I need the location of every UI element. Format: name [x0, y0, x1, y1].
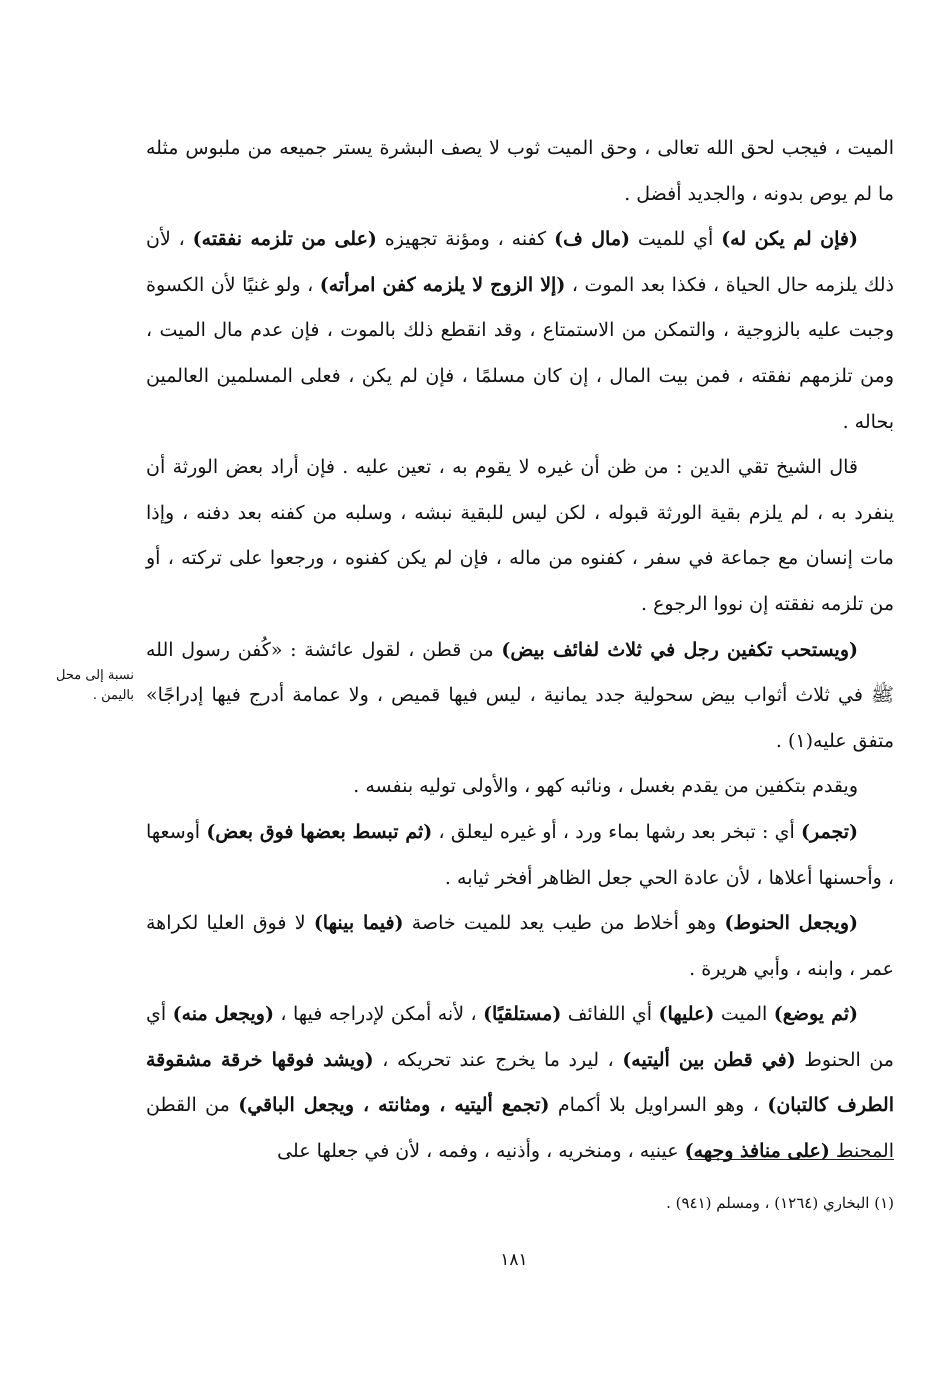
bold-matn-text: (مستلقيًا): [483, 1003, 562, 1026]
sharh-text: من قطن ، لقول عائشة : «كُفن رسول الله ﷺ في ثلاث أثواب بيض سحولية جدد يمانية ، ليس فيها قميص ، ولا عمامة أدرج فيها إدراجًا» متفق عليه(١) .: [146, 638, 894, 752]
sharh-text: ، لأن ذلك يلزمه حال الحياة ، فكذا بعد الموت ،: [146, 228, 895, 296]
paragraph: [146, 628, 894, 765]
bold-matn-text: (ثم يوضع): [773, 1003, 858, 1026]
paragraph: [146, 126, 894, 217]
paragraph: [146, 445, 894, 627]
bold-matn-text: (تجمر): [800, 820, 858, 843]
sharh-text: ويقدم بتكفين من يقدم بغسل ، ونائبه كهو ، والأولى توليه بنفسه .: [353, 775, 858, 798]
bold-matn-text: (تجمع أليتيه ، ومثانته ، ويجعل الباقي): [238, 1094, 550, 1117]
margin-note: نسبة إلى محل باليمن .: [56, 668, 134, 703]
page-number: ١٨١: [500, 1250, 528, 1270]
sharh-text: أي من الحنوط: [146, 1003, 894, 1071]
sharh-text: وهو أخلاط من طيب يعد للميت خاصة: [403, 912, 725, 935]
sharh-text: ، ليرد ما يخرج عند تحريكه ،: [373, 1048, 623, 1071]
bold-matn-text: (ويجعل الحنوط): [724, 912, 858, 935]
paragraph: [146, 992, 894, 1174]
sharh-text: أوسعها ، وأحسنها أعلاها ، لأن عادة الحي جعل الظاهر أفخر ثيابه .: [146, 820, 894, 889]
sharh-text: أي اللفائف: [561, 1003, 659, 1026]
bold-matn-text: (على منافذ وجهه): [684, 1140, 830, 1163]
bold-matn-text: (فإن لم يكن له): [721, 228, 858, 251]
bold-matn-text: (ويشد فوقها خرقة مشقوقة الطرف كالتبان): [146, 1048, 894, 1117]
sharh-text: أي : تبخر بعد رشها بماء ورد ، أو غيره ليعلق ،: [432, 820, 801, 843]
sharh-text: من القطن المحنط: [146, 1094, 894, 1163]
bold-matn-text: (ويجعل منه): [172, 1003, 274, 1026]
bold-matn-text: (مال ف): [554, 228, 630, 251]
paragraph: [146, 764, 894, 810]
bold-matn-text: (في قطن بين أليتيه): [622, 1048, 796, 1071]
sharh-text: الميت ، فيجب لحق الله تعالى ، وحق الميت ثوب لا يصف البشرة يستر جميعه من ملبوس مثله ما لم يوص بدونه ، والجديد أفضل .: [146, 137, 894, 205]
paragraph: [146, 217, 894, 445]
paragraph: [146, 810, 894, 901]
bold-matn-text: (عليها): [658, 1003, 715, 1026]
bold-matn-text: (فيما بينها): [313, 912, 404, 935]
sharh-text: لا فوق العليا لكراهة عمر ، وابنه ، وأبي هريرة .: [146, 912, 894, 980]
sharh-text: ، لأنه أمكن لإدراجه فيها ،: [273, 1003, 484, 1026]
bold-matn-text: (ويستحب تكفين رجل في ثلاث لفائف بيض): [501, 638, 858, 661]
footnote-divider: [688, 1159, 894, 1160]
footnote: (١) البخاري (١٢٦٤) ، ومسلم (٩٤١) .: [666, 1194, 894, 1212]
sharh-text: الميت: [714, 1003, 774, 1026]
paragraph: [146, 901, 894, 992]
sharh-text: ، ولو غنيًا لأن الكسوة وجبت عليه بالزوجية ، والتمكن من الاستمتاع ، وقد انقطع ذلك بالموت ، فإن عدم مال الميت ، ومن تلزمهم نفقته ، فمن بيت المال ، إن كان مسلمًا ، فإن لم يكن ، فعلى المسلمين العالمين بحاله .: [146, 273, 894, 433]
sharh-text: أي للميت: [629, 228, 722, 251]
bold-matn-text: (ثم تبسط بعضها فوق بعض): [206, 820, 433, 843]
bold-matn-text: (على من تلزمه نفقته): [192, 228, 377, 251]
sharh-text: عينيه ، ومنخريه ، وأذنيه ، وفمه ، لأن في جعلها على: [277, 1140, 685, 1163]
sharh-text: قال الشيخ تقي الدين : من ظن أن غيره لا يقوم به ، تعين عليه . فإن أراد بعض الورثة أن ينفرد به ، لم يلزم بقية الورثة قبوله ، لكن ليس للبقية نبشه ، وسلبه من كفنه بعد دفنه ، وإذا مات إنسان مع جماعة في سفر ، كفنوه من ماله ، فإن لم يكن كفنوه ، ورجعوا على تركته ، أو من تلزمه نفقته إن نووا الرجوع .: [146, 456, 894, 615]
sharh-text: كفنه ، ومؤنة تجهيزه: [376, 228, 555, 251]
sharh-text: ، وهو السراويل بلا أكمام: [549, 1094, 768, 1117]
bold-matn-text: (إلا الزوج لا يلزمه كفن امرأته): [319, 273, 566, 296]
main-text: [146, 126, 894, 1175]
